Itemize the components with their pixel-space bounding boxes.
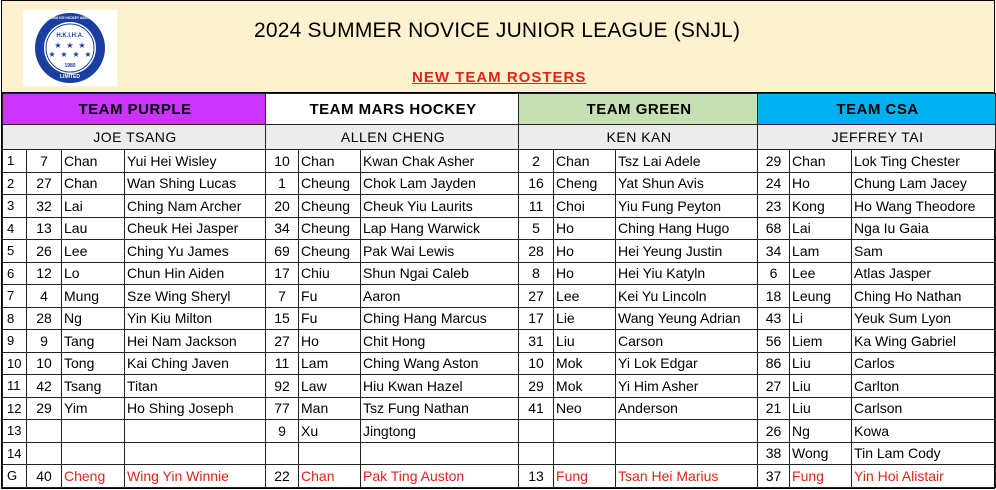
player-given-name: Hiu Kwan Hazel [361,375,519,398]
jersey-number: 2 [519,150,554,173]
jersey-number: 32 [27,195,62,218]
player-given-name: Pak Wai Lewis [361,240,519,263]
player-given-name: Ching Ho Nathan [852,285,996,308]
row-label: 7 [3,285,27,308]
player-given-name: Hei Yiu Katyln [616,262,758,285]
player-given-name: Wing Yin Winnie [125,465,266,488]
player-surname: Cheung [299,217,361,240]
player-given-name: Ching Yu James [125,240,266,263]
player-surname: Li [790,307,852,330]
player-surname: Ho [554,240,616,263]
player-given-name: Kai Ching Javen [125,352,266,375]
player-surname: Lie [554,307,616,330]
player-surname: Fung [554,465,616,488]
player-surname: Wong [790,442,852,465]
jersey-number: 7 [27,150,62,173]
svg-text:★: ★ [54,41,62,50]
player-given-name: Aaron [361,285,519,308]
jersey-number: 18 [758,285,790,308]
roster-sheet [1,0,995,489]
player-given-name: Ching Nam Archer [125,195,266,218]
jersey-number: 9 [266,420,299,443]
jersey-number: 27 [27,172,62,195]
player-given-name: Chun Hin Aiden [125,262,266,285]
player-surname: Ho [299,330,361,353]
jersey-number: 27 [266,330,299,353]
jersey-number: 23 [758,195,790,218]
player-given-name: Anderson [616,397,758,420]
player-surname: Fu [299,307,361,330]
player-surname: Tong [62,352,125,375]
jersey-number: 27 [758,375,790,398]
team-name: TEAM GREEN [519,94,758,125]
player-row [3,352,996,375]
player-given-name [125,420,266,443]
player-row [3,262,996,285]
player-given-name: Tsan Hei Marius [616,465,758,488]
player-surname: Chan [299,465,361,488]
player-given-name: Ho Shing Joseph [125,397,266,420]
svg-text:★: ★ [72,50,80,59]
row-label: 9 [3,330,27,353]
jersey-number: 68 [758,217,790,240]
player-given-name: Ching Wang Aston [361,352,519,375]
row-label: 11 [3,375,27,398]
jersey-number: 5 [519,217,554,240]
player-surname: Man [299,397,361,420]
coach-name: JOE TSANG [3,125,266,150]
player-surname [554,420,616,443]
player-given-name: Chit Hong [361,330,519,353]
jersey-number: 31 [519,330,554,353]
roster-table [2,93,996,488]
player-surname: Fung [790,465,852,488]
jersey-number: 10 [27,352,62,375]
jersey-number: 16 [519,172,554,195]
player-given-name: Chung Lam Jacey [852,172,996,195]
logo-year-text: 1980 [64,63,76,69]
jersey-number: 86 [758,352,790,375]
player-given-name: Atlas Jasper [852,262,996,285]
player-surname: Chiu [299,262,361,285]
player-surname: Chan [62,172,125,195]
player-surname: Lee [790,262,852,285]
player-row [3,330,996,353]
team-header-row [3,94,996,125]
jersey-number: 1 [266,172,299,195]
player-given-name: Hei Yeung Justin [616,240,758,263]
hkiha-logo [23,10,117,86]
player-given-name: Sze Wing Sheryl [125,285,266,308]
row-label: 1 [3,150,27,173]
jersey-number: 41 [519,397,554,420]
jersey-number: 6 [758,262,790,285]
jersey-number: 4 [27,285,62,308]
player-surname: Liu [554,330,616,353]
jersey-number: 69 [266,240,299,263]
player-given-name [616,442,758,465]
player-surname: Leung [790,285,852,308]
player-surname: Lam [299,352,361,375]
jersey-number: 37 [758,465,790,488]
player-surname: Tsang [62,375,125,398]
player-given-name: Kowa [852,420,996,443]
player-surname: Lo [62,262,125,285]
jersey-number: 77 [266,397,299,420]
jersey-number: 34 [266,217,299,240]
player-given-name [616,420,758,443]
player-given-name: Sam [852,240,996,263]
player-given-name: Yat Shun Avis [616,172,758,195]
logo-top-text: HONG KONG ICE HOCKEY ASSOCIATION [38,16,102,20]
player-surname [554,442,616,465]
jersey-number: 15 [266,307,299,330]
coach-name: KEN KAN [519,125,758,150]
player-row [3,217,996,240]
roster-subtitle: NEW TEAM ROSTERS [412,69,587,86]
player-given-name: Cheuk Hei Jasper [125,217,266,240]
jersey-number: 17 [519,307,554,330]
player-given-name: Carson [616,330,758,353]
league-title: 2024 SUMMER NOVICE JUNIOR LEAGUE (SNJL) [254,19,741,42]
coach-name: ALLEN CHENG [266,125,519,150]
jersey-number: 10 [266,150,299,173]
row-label: 14 [3,442,27,465]
player-surname: Cheung [299,240,361,263]
jersey-number: 12 [27,262,62,285]
jersey-number: 26 [758,420,790,443]
player-given-name: Kei Yu Lincoln [616,285,758,308]
player-surname: Lai [62,195,125,218]
jersey-number: 13 [519,465,554,488]
player-surname: Chan [299,150,361,173]
player-given-name: Wan Shing Lucas [125,172,266,195]
jersey-number: 11 [519,195,554,218]
player-surname: Chan [62,150,125,173]
player-surname: Liu [790,375,852,398]
player-given-name: Jingtong [361,420,519,443]
jersey-number: 34 [758,240,790,263]
player-given-name [361,442,519,465]
player-surname [62,442,125,465]
jersey-number: 20 [266,195,299,218]
player-given-name: Yui Hei Wisley [125,150,266,173]
jersey-number: 29 [758,150,790,173]
player-given-name [125,442,266,465]
logo-initials-text: H.K.I.H.A. [56,33,84,39]
logo-bottom-text: LIMITED [60,74,80,80]
jersey-number: 26 [27,240,62,263]
player-given-name: Lok Ting Chester [852,150,996,173]
row-label: 2 [3,172,27,195]
jersey-number: 92 [266,375,299,398]
coach-name: JEFFREY TAI [758,125,996,150]
jersey-number [519,442,554,465]
jersey-number: 27 [519,285,554,308]
player-surname: Mok [554,375,616,398]
player-given-name: Ching Hang Hugo [616,217,758,240]
player-surname: Lee [62,240,125,263]
svg-text:★: ★ [78,41,86,50]
jersey-number: 28 [27,307,62,330]
player-surname: Chan [554,150,616,173]
player-given-name: Pak Ting Auston [361,465,519,488]
row-label: 10 [3,352,27,375]
row-label: 8 [3,307,27,330]
player-surname: Cheng [554,172,616,195]
team-name: TEAM CSA [758,94,996,125]
row-label: 5 [3,240,27,263]
player-surname: Chan [790,150,852,173]
player-surname: Ng [790,420,852,443]
player-given-name: Tin Lam Cody [852,442,996,465]
player-surname: Lai [790,217,852,240]
row-label: 6 [3,262,27,285]
player-row [3,195,996,218]
sheet-header [2,1,994,93]
team-name: TEAM PURPLE [3,94,266,125]
player-surname: Yim [62,397,125,420]
player-surname [62,420,125,443]
player-surname: Mung [62,285,125,308]
player-given-name: Ho Wang Theodore [852,195,996,218]
jersey-number: 29 [519,375,554,398]
player-row [3,240,996,263]
jersey-number: 21 [758,397,790,420]
player-surname: Cheng [62,465,125,488]
player-row [3,397,996,420]
player-given-name: Carlos [852,352,996,375]
player-surname: Ho [790,172,852,195]
player-given-name: Carlton [852,375,996,398]
jersey-number: 7 [266,285,299,308]
player-surname: Tang [62,330,125,353]
player-row [3,307,996,330]
svg-text:★: ★ [48,50,56,59]
player-given-name: Tsz Lai Adele [616,150,758,173]
player-given-name: Lap Hang Warwick [361,217,519,240]
player-given-name: Hei Nam Jackson [125,330,266,353]
row-label: 4 [3,217,27,240]
row-label: 13 [3,420,27,443]
row-label: 12 [3,397,27,420]
goalie-row [3,465,996,488]
jersey-number [266,442,299,465]
player-given-name: Chok Lam Jayden [361,172,519,195]
player-surname: Liu [790,397,852,420]
player-given-name: Yin Hoi Alistair [852,465,996,488]
player-given-name: Yiu Fung Peyton [616,195,758,218]
jersey-number: 8 [519,262,554,285]
player-surname: Ho [554,262,616,285]
jersey-number: 40 [27,465,62,488]
player-surname: Ng [62,307,125,330]
jersey-number: 9 [27,330,62,353]
player-given-name: Yin Kiu Milton [125,307,266,330]
player-surname: Xu [299,420,361,443]
player-surname: Fu [299,285,361,308]
row-label: 3 [3,195,27,218]
player-given-name: Shun Ngai Caleb [361,262,519,285]
jersey-number: 56 [758,330,790,353]
player-row [3,375,996,398]
jersey-number [27,442,62,465]
player-surname [299,442,361,465]
jersey-number: 13 [27,217,62,240]
svg-text:★: ★ [84,50,92,59]
player-row [3,172,996,195]
player-surname: Cheung [299,172,361,195]
player-row [3,442,996,465]
jersey-number: 22 [266,465,299,488]
coach-row [3,125,996,150]
player-surname: Ho [554,217,616,240]
player-given-name: Ching Hang Marcus [361,307,519,330]
team-name: TEAM MARS HOCKEY [266,94,519,125]
player-given-name: Carlson [852,397,996,420]
player-given-name: Yeuk Sum Lyon [852,307,996,330]
player-surname: Lam [790,240,852,263]
player-surname: Neo [554,397,616,420]
row-label: G [3,465,27,488]
player-row [3,285,996,308]
jersey-number: 24 [758,172,790,195]
jersey-number [519,420,554,443]
player-given-name: Nga Iu Gaia [852,217,996,240]
player-surname: Choi [554,195,616,218]
player-given-name: Kwan Chak Asher [361,150,519,173]
jersey-number: 17 [266,262,299,285]
player-row [3,150,996,173]
player-surname: Cheung [299,195,361,218]
jersey-number: 10 [519,352,554,375]
player-surname: Lee [554,285,616,308]
player-surname: Lau [62,217,125,240]
player-surname: Mok [554,352,616,375]
player-surname: Kong [790,195,852,218]
jersey-number: 11 [266,352,299,375]
player-given-name: Wang Yeung Adrian [616,307,758,330]
jersey-number: 42 [27,375,62,398]
jersey-number: 28 [519,240,554,263]
player-given-name: Titan [125,375,266,398]
jersey-number: 29 [27,397,62,420]
jersey-number: 38 [758,442,790,465]
svg-text:★: ★ [66,41,74,50]
player-given-name: Tsz Fung Nathan [361,397,519,420]
player-surname: Liu [790,352,852,375]
player-given-name: Cheuk Yiu Laurits [361,195,519,218]
player-surname: Law [299,375,361,398]
player-row [3,420,996,443]
jersey-number [27,420,62,443]
player-given-name: Ka Wing Gabriel [852,330,996,353]
player-given-name: Yi Lok Edgar [616,352,758,375]
player-surname: Liem [790,330,852,353]
jersey-number: 43 [758,307,790,330]
svg-text:★: ★ [60,50,68,59]
player-given-name: Yi Him Asher [616,375,758,398]
